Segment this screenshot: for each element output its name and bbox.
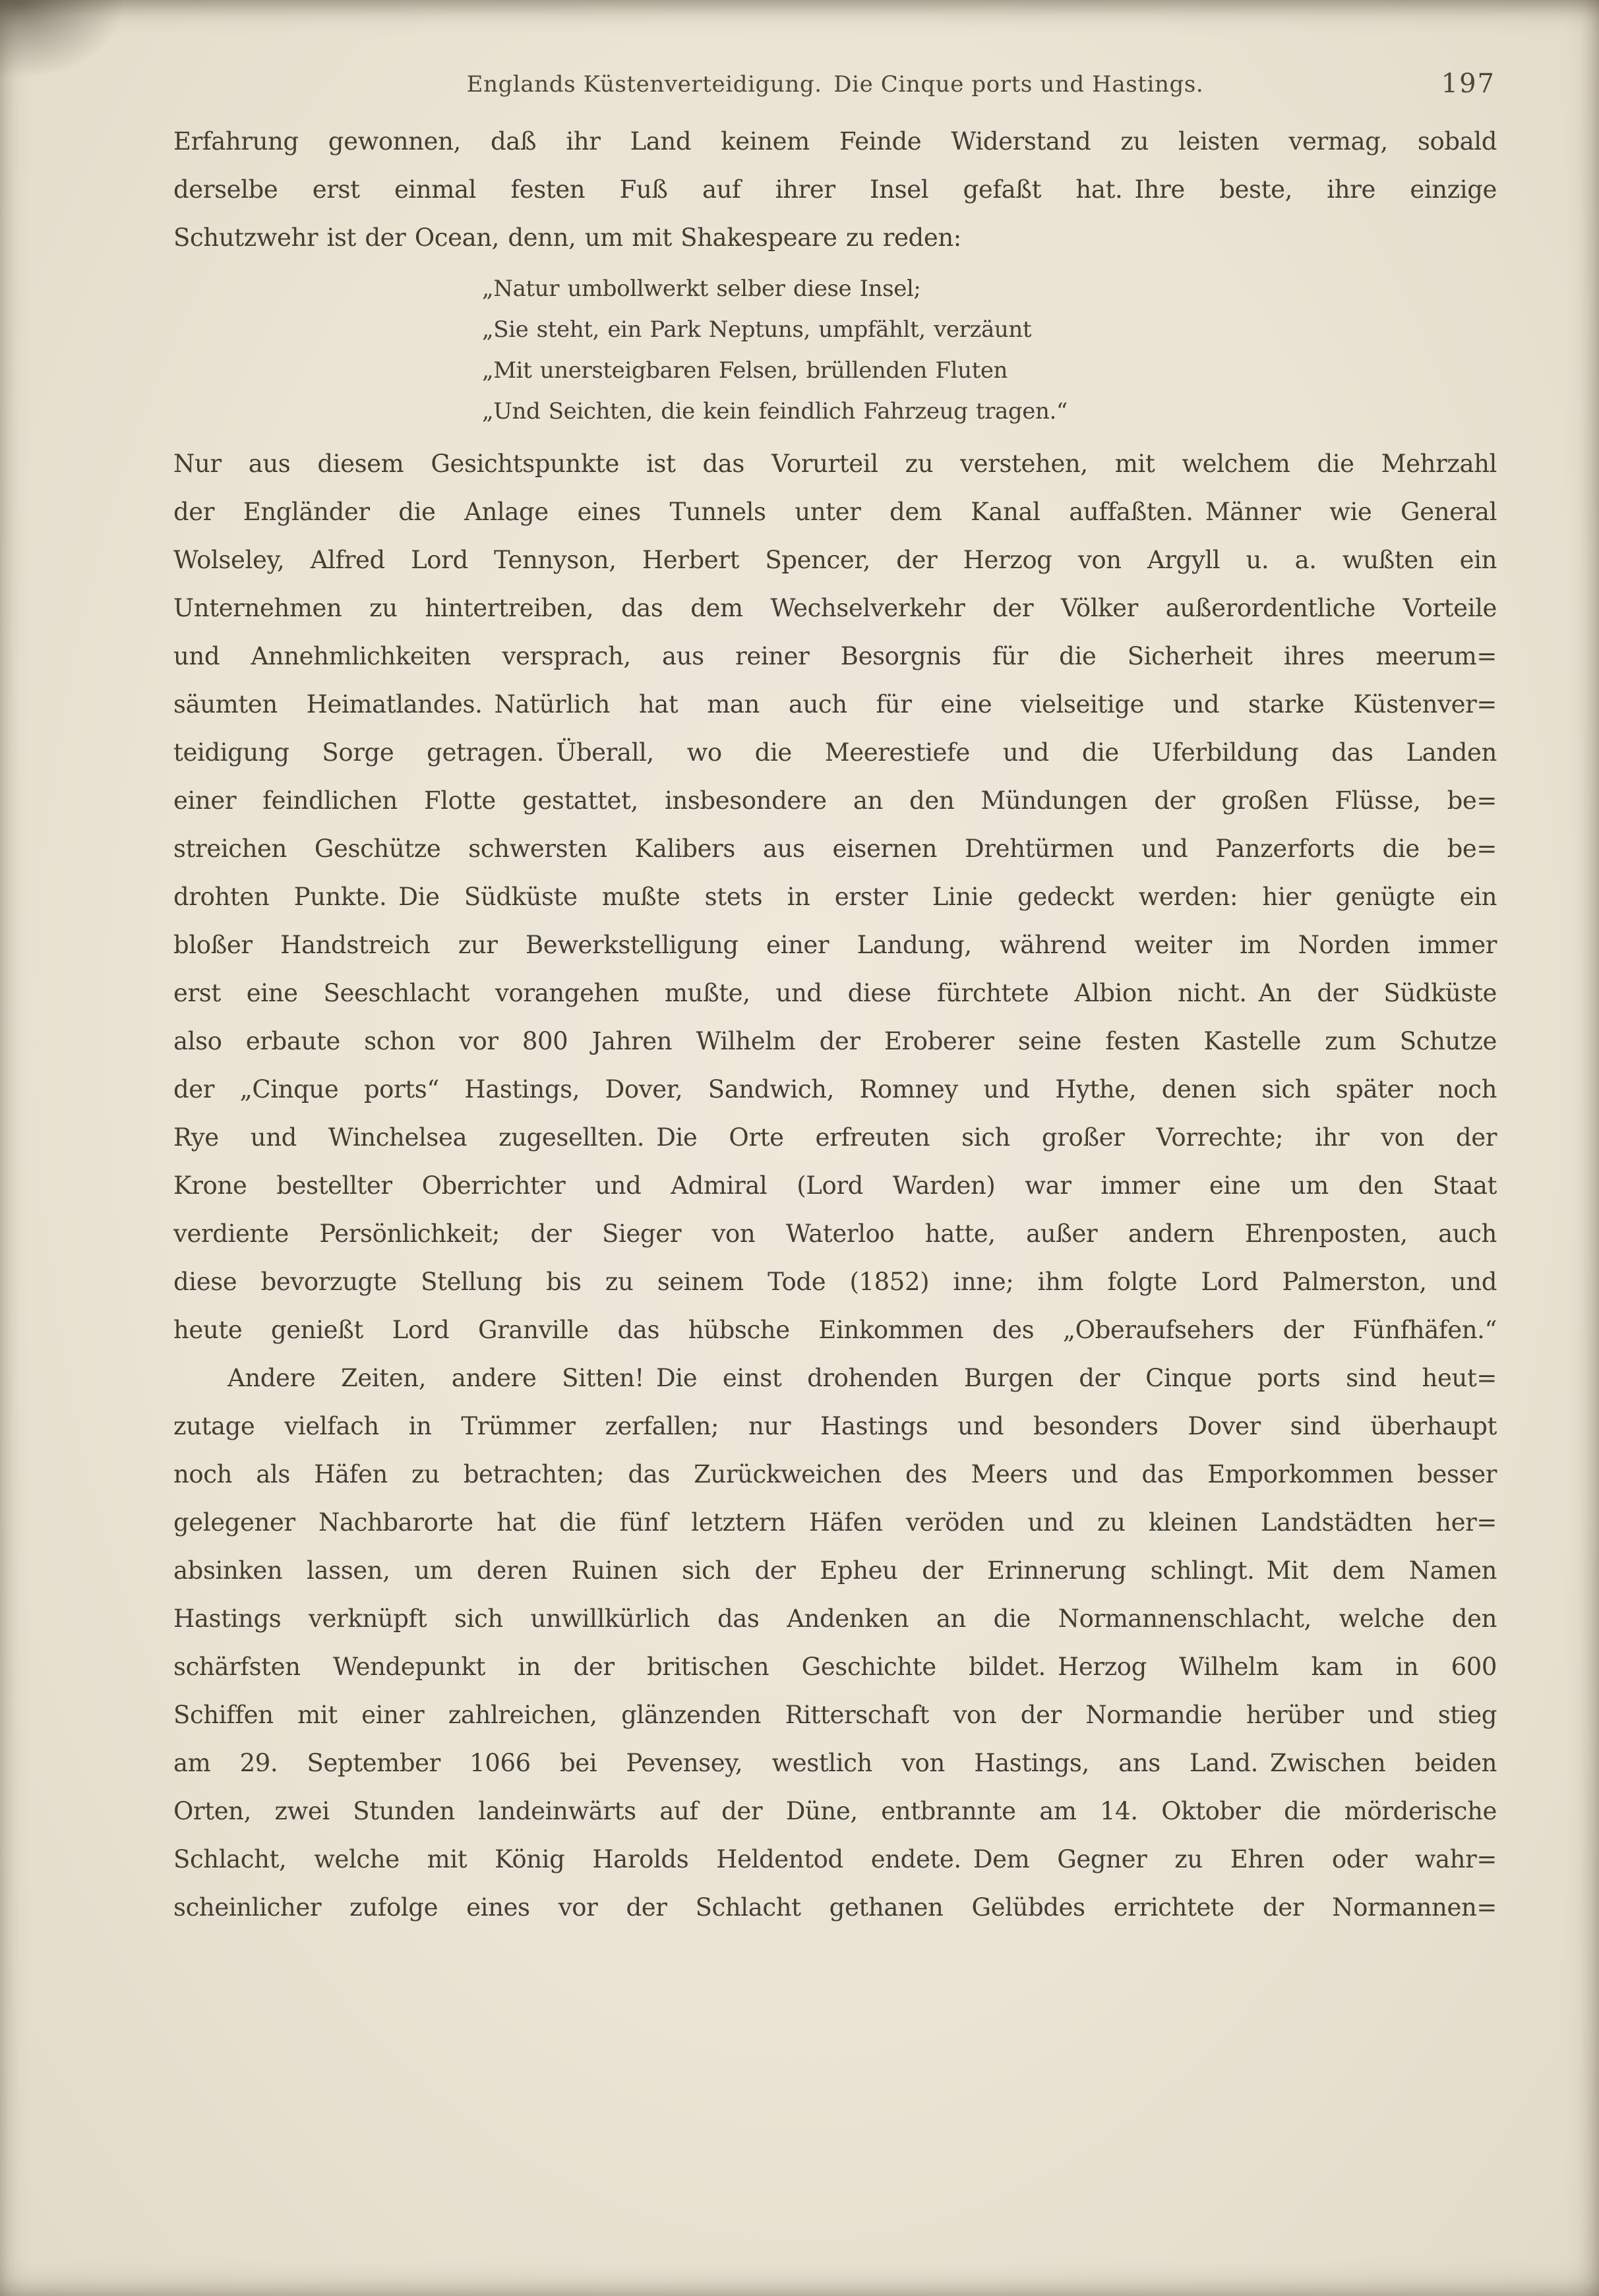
text-line: „Sie steht, ein Park Neptuns, umpfählt, verzäunt bbox=[482, 316, 1032, 343]
paragraph bbox=[173, 1354, 1497, 1931]
text-line: derselbe erst einmal festen Fuß auf ihrer Insel gefaßt hat. Ihre beste, ihre einzige bbox=[173, 175, 1497, 204]
text-line: Erfahrung gewonnen, daß ihr Land keinem Feinde Widerstand zu leisten vermag, sobald bbox=[173, 127, 1497, 156]
text-line: der „Cinque ports“ Hastings, Dover, Sandwich, Romney und Hythe, denen sich später noch bbox=[173, 1075, 1497, 1104]
text-line: noch als Häfen zu betrachten; das Zurückweichen des Meers und das Emporkommen besser bbox=[173, 1460, 1497, 1488]
text-line: Krone bestellter Oberrichter und Admiral (Lord Warden) war immer eine um den Staat bbox=[173, 1171, 1497, 1200]
text-line: Schutzwehr ist der Ocean, denn, um mit Shakespeare zu reden: bbox=[173, 223, 961, 252]
verse-block bbox=[173, 268, 1497, 432]
text-line: verdiente Persönlichkeit; der Sieger von Waterloo hatte, außer andern Ehrenposten, auch bbox=[173, 1220, 1497, 1248]
text-line: streichen Geschütze schwersten Kalibers aus eisernen Drehtürmen und Panzerforts die be= bbox=[173, 835, 1497, 863]
text-line: absinken lassen, um deren Ruinen sich der Epheu der Erinnerung schlingt. Mit dem Namen bbox=[173, 1556, 1497, 1585]
text-line: einer feindlichen Flotte gestattet, insbesondere an den Mündungen der großen Flüsse, be= bbox=[173, 786, 1497, 815]
page-header bbox=[173, 71, 1497, 107]
text-line: scheinlicher zufolge eines vor der Schlacht gethanen Gelübdes errichtete der Normannen= bbox=[173, 1893, 1497, 1922]
text-line: Schlacht, welche mit König Harolds Heldentod endete. Dem Gegner zu Ehren oder wahr= bbox=[173, 1845, 1497, 1873]
text-line: erst eine Seeschlacht vorangehen mußte, und diese fürchtete Albion nicht. An der Südküste bbox=[173, 979, 1497, 1007]
text-line: Rye und Winchelsea zugesellten. Die Orte erfreuten sich großer Vorrechte; ihr von der bbox=[173, 1123, 1497, 1152]
text-line: zutage vielfach in Trümmer zerfallen; nur Hastings und besonders Dover sind überhaupt bbox=[173, 1412, 1497, 1440]
text-line: „Mit unersteigbaren Felsen, brüllenden Fluten bbox=[482, 357, 1008, 384]
text-line: und Annehmlichkeiten versprach, aus reiner Besorgnis für die Sicherheit ihres meerum= bbox=[173, 642, 1497, 670]
text-block bbox=[173, 117, 1497, 1931]
text-line: diese bevorzugte Stellung bis zu seinem Tode (1852) inne; ihm folgte Lord Palmerston, und bbox=[173, 1268, 1497, 1296]
paragraph bbox=[173, 440, 1497, 1354]
text-line: heute genießt Lord Granville das hübsche Einkommen des „Oberaufsehers der Fünfhäfen.“ bbox=[173, 1316, 1497, 1344]
text-line: am 29. September 1066 bei Pevensey, westlich von Hastings, ans Land. Zwischen beiden bbox=[173, 1749, 1497, 1777]
text-line: Unternehmen zu hintertreiben, das dem Wechselverkehr der Völker außerordentliche Vorteile bbox=[173, 594, 1497, 622]
text-line: „Und Seichten, die kein feindlich Fahrzeug tragen.“ bbox=[482, 398, 1068, 425]
text-line: schärfsten Wendepunkt in der britischen Geschichte bildet. Herzog Wilhelm kam in 600 bbox=[173, 1653, 1497, 1681]
text-line: Andere Zeiten, andere Sitten! Die einst drohenden Burgen der Cinque ports sind heut= bbox=[227, 1364, 1497, 1392]
text-line: gelegener Nachbarorte hat die fünf letztern Häfen veröden und zu kleinen Landstädten her= bbox=[173, 1508, 1497, 1537]
text-line: Wolseley, Alfred Lord Tennyson, Herbert Spencer, der Herzog von Argyll u. a. wußten ein bbox=[173, 546, 1497, 574]
text-line: Orten, zwei Stunden landeinwärts auf der Düne, entbrannte am 14. Oktober die mörderische bbox=[173, 1797, 1497, 1825]
text-line: der Engländer die Anlage eines Tunnels unter dem Kanal auffaßten. Männer wie General bbox=[173, 498, 1497, 526]
text-line: Schiffen mit einer zahlreichen, glänzenden Ritterschaft von der Normandie herüber und stieg bbox=[173, 1701, 1497, 1729]
text-line: Hastings verknüpft sich unwillkürlich das Andenken an die Normannenschlacht, welche den bbox=[173, 1604, 1497, 1633]
page-number: 197 bbox=[1441, 69, 1495, 99]
text-line: säumten Heimatlandes. Natürlich hat man auch für eine vielseitige und starke Küstenver= bbox=[173, 690, 1497, 719]
text-line: teidigung Sorge getragen. Überall, wo die Meerestiefe und die Uferbildung das Landen bbox=[173, 738, 1497, 767]
text-line: bloßer Handstreich zur Bewerkstelligung einer Landung, während weiter im Norden immer bbox=[173, 931, 1497, 959]
text-line: „Natur umbollwerkt selber diese Insel; bbox=[482, 276, 921, 302]
paragraph bbox=[173, 117, 1497, 262]
text-line: Nur aus diesem Gesichtspunkte ist das Vorurteil zu verstehen, mit welchem die Mehrzahl bbox=[173, 450, 1497, 478]
scan-corner-shadow bbox=[0, 0, 125, 79]
text-line: drohten Punkte. Die Südküste mußte stets in erster Linie gedeckt werden: hier genügte ein bbox=[173, 883, 1497, 911]
text-line: also erbaute schon vor 800 Jahren Wilhelm der Eroberer seine festen Kastelle zum Schutze bbox=[173, 1027, 1497, 1055]
running-title: Englands Küstenverteidigung. Die Cinque ports und Hastings. bbox=[466, 71, 1204, 98]
